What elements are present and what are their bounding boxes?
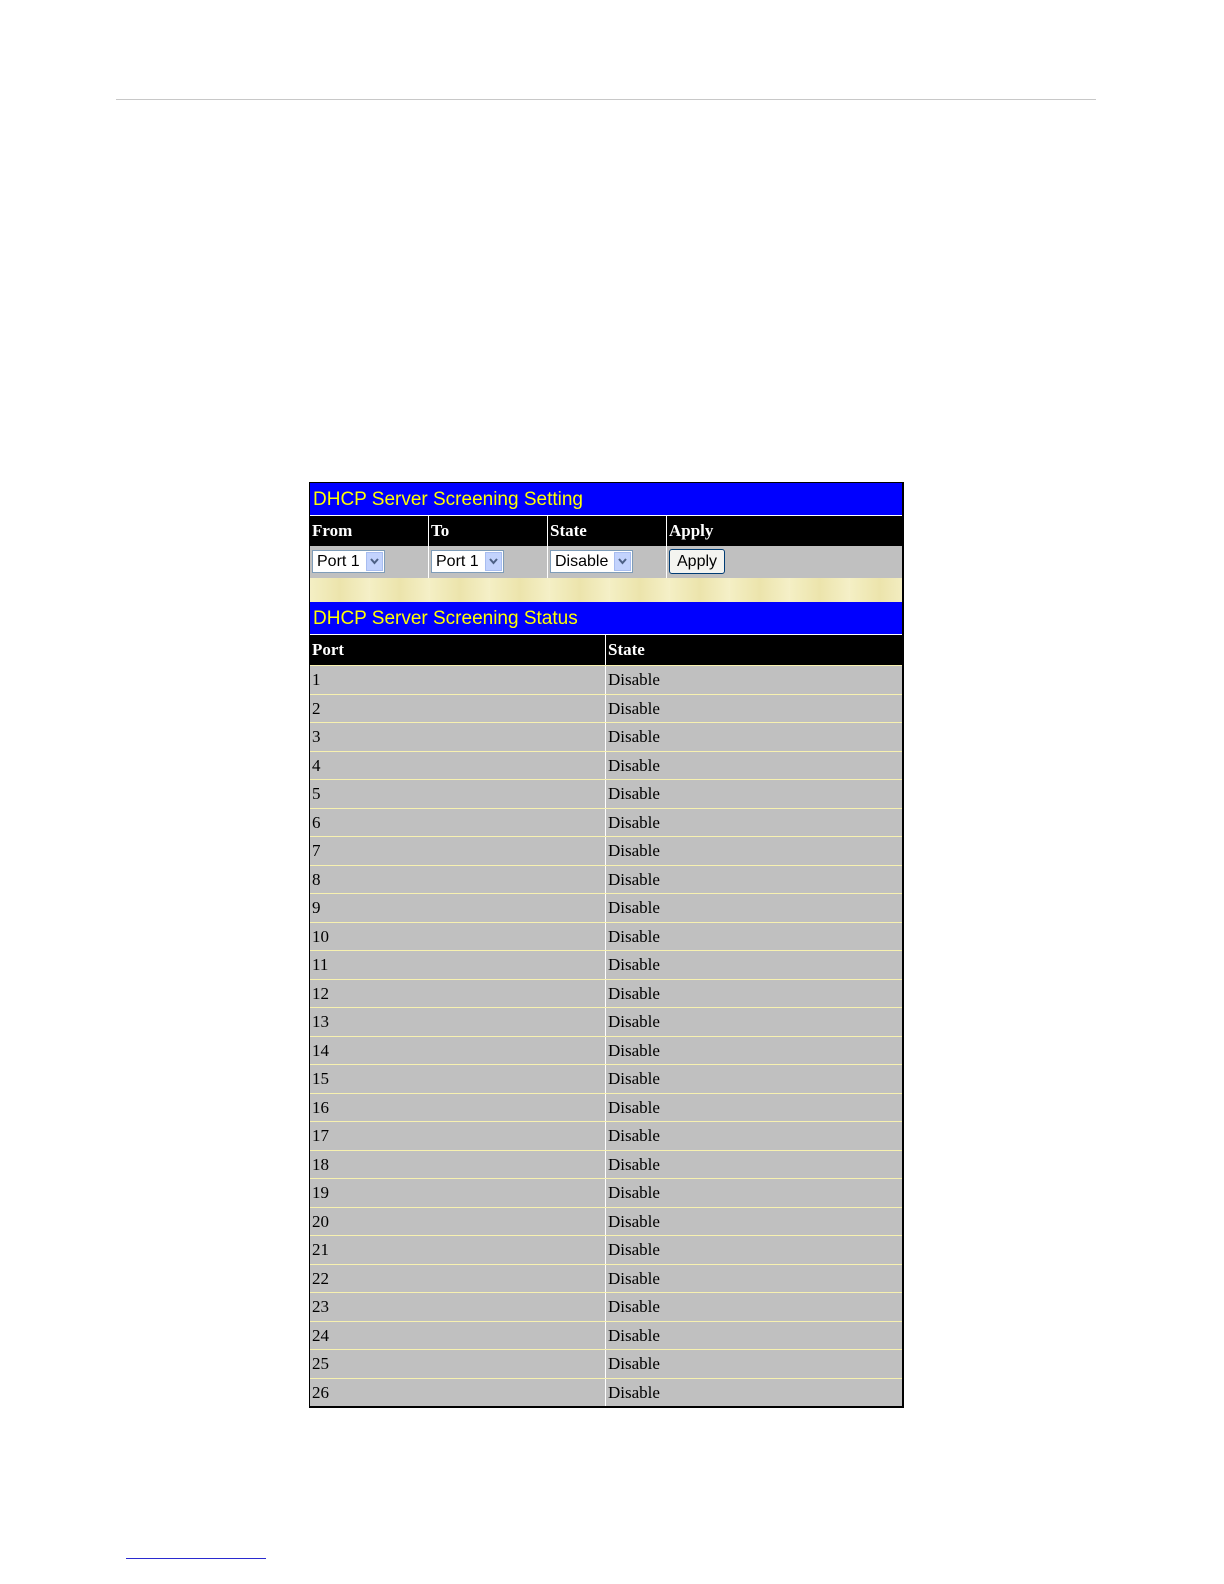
table-row bbox=[310, 1150, 902, 1179]
state-cell: Disable bbox=[608, 841, 660, 860]
table-row bbox=[310, 1093, 902, 1122]
table-row bbox=[310, 1121, 902, 1150]
state-cell: Disable bbox=[608, 1069, 660, 1088]
port-cell: 11 bbox=[310, 951, 606, 979]
port-cell: 3 bbox=[310, 723, 606, 751]
port-cell: 26 bbox=[310, 1379, 606, 1407]
table-row bbox=[310, 1178, 902, 1207]
status-table-body bbox=[310, 665, 902, 1406]
from-header: From bbox=[310, 516, 429, 546]
table-row bbox=[310, 1264, 902, 1293]
port-cell: 4 bbox=[310, 752, 606, 780]
state-cell: Disable bbox=[608, 1211, 660, 1231]
port-cell: 10 bbox=[310, 923, 606, 951]
chevron-down-icon[interactable] bbox=[485, 552, 502, 571]
state-header: State bbox=[548, 516, 667, 546]
table-row bbox=[310, 1292, 902, 1321]
port-cell: 22 bbox=[310, 1265, 606, 1293]
dhcp-screening-panel bbox=[309, 482, 904, 1408]
section-separator bbox=[310, 578, 902, 602]
setting-title: DHCP Server Screening Setting bbox=[310, 483, 902, 516]
table-row bbox=[310, 1007, 902, 1036]
to-port-value: Port 1 bbox=[436, 552, 479, 570]
table-row bbox=[310, 836, 902, 865]
apply-header: Apply bbox=[669, 521, 714, 540]
table-row bbox=[310, 665, 902, 694]
state-cell: Disable bbox=[608, 1097, 660, 1117]
table-row bbox=[310, 694, 902, 723]
table-row bbox=[310, 779, 902, 808]
state-cell: Disable bbox=[608, 926, 660, 946]
chevron-down-icon[interactable] bbox=[614, 552, 631, 571]
table-row bbox=[310, 751, 902, 780]
port-cell: 2 bbox=[310, 695, 606, 723]
footer-link-underline bbox=[126, 1558, 266, 1559]
port-cell: 18 bbox=[310, 1151, 606, 1179]
port-cell: 5 bbox=[310, 780, 606, 808]
port-cell: 25 bbox=[310, 1350, 606, 1378]
table-row bbox=[310, 865, 902, 894]
state-cell: Disable bbox=[608, 869, 660, 889]
table-row bbox=[310, 1036, 902, 1065]
status-title: DHCP Server Screening Status bbox=[310, 602, 902, 635]
port-cell: 15 bbox=[310, 1065, 606, 1093]
state-cell: Disable bbox=[608, 898, 660, 917]
state-value: Disable bbox=[555, 552, 609, 570]
setting-input-row bbox=[310, 546, 902, 578]
state-cell: Disable bbox=[608, 1297, 660, 1316]
state-cell: Disable bbox=[608, 784, 660, 803]
state-cell: Disable bbox=[608, 955, 660, 974]
state-cell: Disable bbox=[608, 1325, 660, 1345]
port-cell: 12 bbox=[310, 980, 606, 1008]
state-cell: Disable bbox=[608, 1012, 660, 1031]
port-cell: 16 bbox=[310, 1094, 606, 1122]
port-cell: 14 bbox=[310, 1037, 606, 1065]
port-cell: 23 bbox=[310, 1293, 606, 1321]
status-header-row bbox=[310, 635, 902, 665]
table-row bbox=[310, 979, 902, 1008]
state-cell: Disable bbox=[608, 812, 660, 832]
from-port-select[interactable] bbox=[312, 550, 385, 573]
port-cell: 7 bbox=[310, 837, 606, 865]
to-header: To bbox=[429, 516, 548, 546]
state-cell: Disable bbox=[608, 755, 660, 775]
table-row bbox=[310, 1064, 902, 1093]
state-cell: Disable bbox=[608, 983, 660, 1003]
state-column-header: State bbox=[608, 640, 645, 659]
table-row bbox=[310, 1349, 902, 1378]
chevron-down-icon[interactable] bbox=[366, 552, 383, 571]
apply-button[interactable]: Apply bbox=[669, 549, 725, 574]
port-cell: 21 bbox=[310, 1236, 606, 1264]
port-cell: 6 bbox=[310, 809, 606, 837]
state-cell: Disable bbox=[608, 1154, 660, 1174]
state-cell: Disable bbox=[608, 670, 660, 689]
port-cell: 9 bbox=[310, 894, 606, 922]
state-cell: Disable bbox=[608, 1183, 660, 1202]
to-port-select[interactable] bbox=[431, 550, 504, 573]
table-row bbox=[310, 722, 902, 751]
page-top-divider bbox=[116, 99, 1096, 100]
setting-header-row bbox=[310, 516, 902, 546]
port-cell: 8 bbox=[310, 866, 606, 894]
table-row bbox=[310, 950, 902, 979]
port-cell: 1 bbox=[310, 666, 606, 694]
table-row bbox=[310, 1207, 902, 1236]
state-cell: Disable bbox=[608, 1354, 660, 1373]
port-cell: 20 bbox=[310, 1208, 606, 1236]
state-cell: Disable bbox=[608, 1268, 660, 1288]
table-row bbox=[310, 922, 902, 951]
state-cell: Disable bbox=[608, 1240, 660, 1259]
state-cell: Disable bbox=[608, 727, 660, 746]
port-cell: 19 bbox=[310, 1179, 606, 1207]
state-cell: Disable bbox=[608, 1382, 660, 1402]
from-port-value: Port 1 bbox=[317, 552, 360, 570]
port-cell: 24 bbox=[310, 1322, 606, 1350]
state-select[interactable] bbox=[550, 550, 633, 573]
table-row bbox=[310, 1321, 902, 1350]
state-cell: Disable bbox=[608, 698, 660, 718]
port-cell: 13 bbox=[310, 1008, 606, 1036]
table-row bbox=[310, 1378, 902, 1407]
port-cell: 17 bbox=[310, 1122, 606, 1150]
state-cell: Disable bbox=[608, 1040, 660, 1060]
state-cell: Disable bbox=[608, 1126, 660, 1145]
port-header: Port bbox=[310, 635, 606, 665]
table-row bbox=[310, 893, 902, 922]
table-row bbox=[310, 808, 902, 837]
table-row bbox=[310, 1235, 902, 1264]
